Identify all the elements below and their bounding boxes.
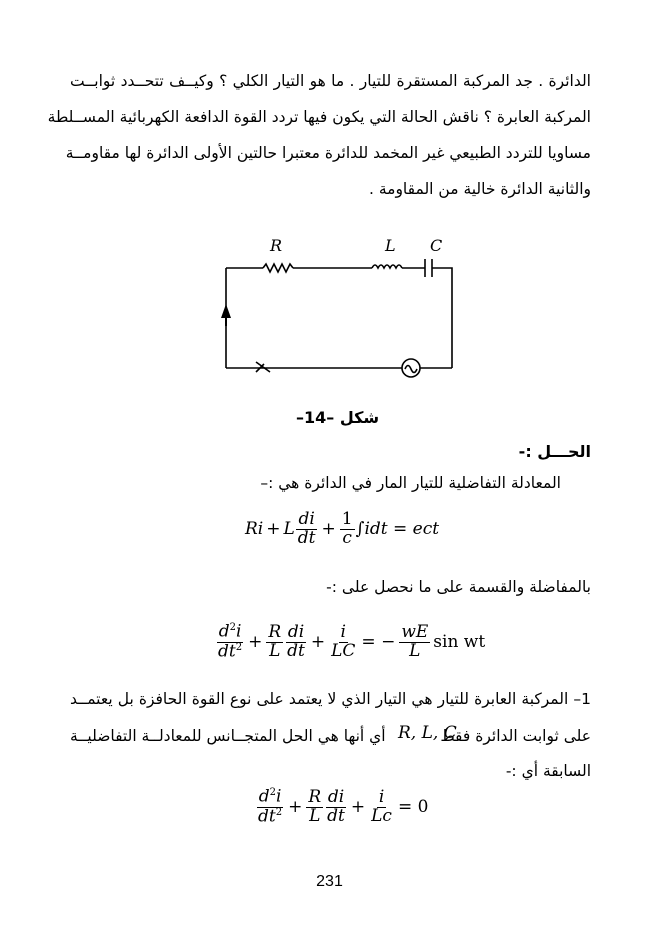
equation-1: Ri + L $\frac{di}{dt}$ + $\frac{1}{c}$ ∫idt = ect [245,509,440,548]
point1-line-2a: على ثوابت الدائرة فقط [440,727,591,745]
point1-line-1: 1– المركبة العابرة للتيار هي التيار الذي لا يعتمد على نوع القوة الحافزة بل يعتمــد [70,690,591,708]
diff-eq-intro: المعادلة التفاضلية للتيار المار في الدائرة هي :– [260,474,561,492]
page-number: 231 [316,873,343,890]
paragraph-line-4: والثانية الدائرة خالية من المقاومة . [368,180,591,198]
solution-label: الحـــل :- [518,442,591,461]
paragraph-line-3: مساويا للتردد الطبيعي غير المخمد للدائرة معتبرا حالتين الأولى الدائرة لها مقاومــة [65,144,591,162]
inductor [372,265,402,268]
current-arrow-icon [221,304,231,318]
point1-constants: R, L, C [398,723,457,743]
label-L: L [385,236,396,255]
label-C: C [430,236,443,255]
resistor [263,264,293,272]
point1-line-3: السابقة أي :- [505,762,591,780]
differentiation-intro: بالمفاضلة والقسمة على ما نحصل على :- [326,578,591,596]
paragraph-line-2: المركبة العابرة ؟ ناقش الحالة التي يكون فيها تردد القوة الدافعة الكهربائية المســلطة [47,108,591,126]
point1-line-2b: أي أنها هي الحل المتجــانس للمعادلــة التفاضليــة [70,727,386,745]
paragraph-line-1: الدائرة . جد المركبة المستقرة للتيار . ما هو التيار الكلي ؟ وكيــف تتحــدد ثوابــت [70,72,591,90]
equation-3: $\frac{d^2i}{dt^2}$ + $\frac{R}{L}$ $\frac{di}{dt}$ + $\frac{i}{Lc}$ = 0 [258,786,429,827]
label-R: R [270,236,283,255]
figure-caption: شكل –14– [296,408,380,427]
wire-right [432,268,452,368]
equation-2: $\frac{d^2i}{dt^2}$ + $\frac{R}{L}$ $\frac{di}{dt}$ + $\frac{i}{LC}$ = − $\frac{wE}{L}$ sin wt [218,621,486,662]
